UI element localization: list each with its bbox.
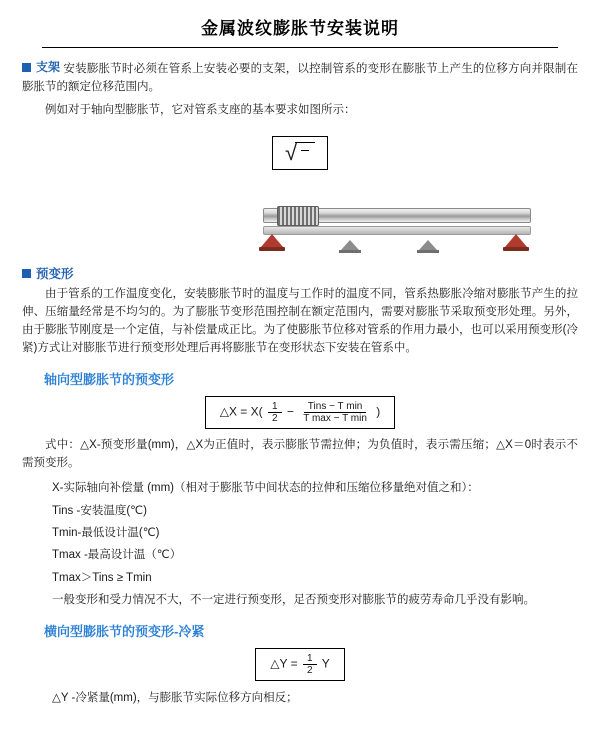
anchor-triangle	[261, 234, 283, 247]
anchor-triangle	[505, 234, 527, 247]
axial-note-3: Tmin-最低设计温(℃)	[52, 526, 160, 539]
axial-subheading: 轴向型膨胀节的预变形	[44, 372, 175, 388]
pipe-figure	[247, 180, 578, 254]
pipe-lower	[263, 226, 531, 235]
legend-and-figure	[22, 180, 578, 254]
radical-content	[295, 142, 315, 164]
axial-formula-half	[268, 401, 282, 424]
pipe-diagram	[247, 182, 537, 254]
axial-formula-minus: −	[286, 405, 294, 420]
axial-note-2: Tins -安装温度(℃)	[52, 504, 147, 517]
axial-note-0: 式中：△X-预变形量(mm)，△X为正值时，表示膨胀节需拉伸；为负值时，表示需压缩；△X＝0时表示不需预变形。	[22, 439, 578, 470]
radical-icon	[285, 142, 315, 164]
transverse-note: △Y -冷紧量(mm)，与膨胀节实际位移方向相反；	[52, 692, 298, 705]
predeform-section-head	[22, 264, 578, 282]
anchor-base	[503, 247, 529, 251]
anchor-support-left	[259, 234, 285, 254]
formula-lmax-wrap	[22, 126, 578, 176]
bracket-para2: 例如对于轴向型膨胀节，它对管系支座的基本要求如图所示：	[45, 104, 356, 117]
bracket-para1: 安装膨胀节时必须在管系上安装必要的支架，以控制管系的变形在膨胀节上产生的位移方向并限制在膨胀节的额定位移范围内。	[22, 62, 578, 93]
guide-support-2	[417, 240, 439, 254]
formula-lmax	[272, 136, 328, 170]
axial-formula	[205, 396, 396, 429]
document-page	[0, 14, 600, 751]
axial-note-5: Tmax＞Tins ≥ Tmin	[52, 571, 152, 584]
axial-formula-lhs: △X = X(	[219, 405, 263, 420]
axial-half-den: 2	[272, 413, 278, 425]
anchor-base	[259, 247, 285, 251]
transverse-half-den: 2	[307, 665, 313, 677]
page-title: 金属波纹膨胀节安装说明	[201, 19, 399, 38]
axial-temp-den: T max − T min	[303, 413, 367, 425]
anchor-support-right	[503, 234, 529, 254]
guide-triangle	[419, 240, 437, 250]
axial-temp-num: Tins − T min	[304, 401, 367, 413]
bracket-section-head	[22, 58, 60, 77]
blue-square-icon	[22, 269, 31, 278]
predeform-para1: 由于管系的工作温度变化，安装膨胀节时的温度与工作时的温度不同，管系热膨胀冷缩对膨胀节产生的拉伸、压缩量经常是不均匀的。为了膨胀节变形范围控制在额定范围内，需要对膨胀节采取预变形处理。另外，由于膨胀节刚度是一个定值，与补偿量成正比。为了使膨胀节位移对管系的作用力最小，也可以采用预变形(冷紧)方式让对膨胀节进行预变形处理后再将膨胀节在变形状态下安装在管系中。	[22, 288, 578, 354]
transverse-formula-lhs: △Y =	[270, 657, 298, 672]
transverse-formula-half	[303, 653, 317, 676]
guide-support-1	[339, 240, 361, 254]
axial-note-4: Tmax -最高设计温（℃）	[52, 549, 182, 562]
guide-triangle	[341, 240, 359, 250]
transverse-subheading: 横向型膨胀节的预变形-冷紧	[44, 624, 205, 640]
formula-lmax-numerator	[301, 150, 309, 151]
transverse-half-num: 1	[303, 653, 317, 665]
transverse-formula-rhs: Y	[321, 657, 330, 672]
guide-base	[417, 250, 439, 253]
transverse-formula	[255, 648, 344, 681]
bellows-icon	[277, 206, 319, 226]
blue-square-icon	[22, 63, 31, 72]
axial-note-6: 一般变形和受力情况不大，不一定进行预变形，足否预变形对膨胀节的疲劳寿命几乎没有影响。	[52, 594, 535, 607]
axial-note-1: X-实际轴向补偿量 (mm)（相对于膨胀节中间状态的拉伸和压缩位移量绝对值之和）：	[52, 482, 479, 495]
axial-formula-wrap	[22, 396, 578, 429]
title-divider	[42, 47, 558, 48]
document-body	[0, 58, 600, 708]
bracket-heading: 支架	[36, 60, 61, 74]
radical-sign: √	[284, 140, 298, 166]
formula-lmax-fraction	[301, 150, 309, 151]
legend-list	[22, 180, 237, 184]
axial-half-num: 1	[268, 401, 282, 413]
axial-formula-temp-fraction	[299, 401, 371, 424]
section-bracket-intro	[22, 58, 578, 96]
transverse-formula-wrap	[22, 648, 578, 681]
predeform-heading: 预变形	[36, 267, 74, 282]
guide-base	[339, 250, 361, 253]
axial-formula-rhs: )	[376, 405, 381, 420]
